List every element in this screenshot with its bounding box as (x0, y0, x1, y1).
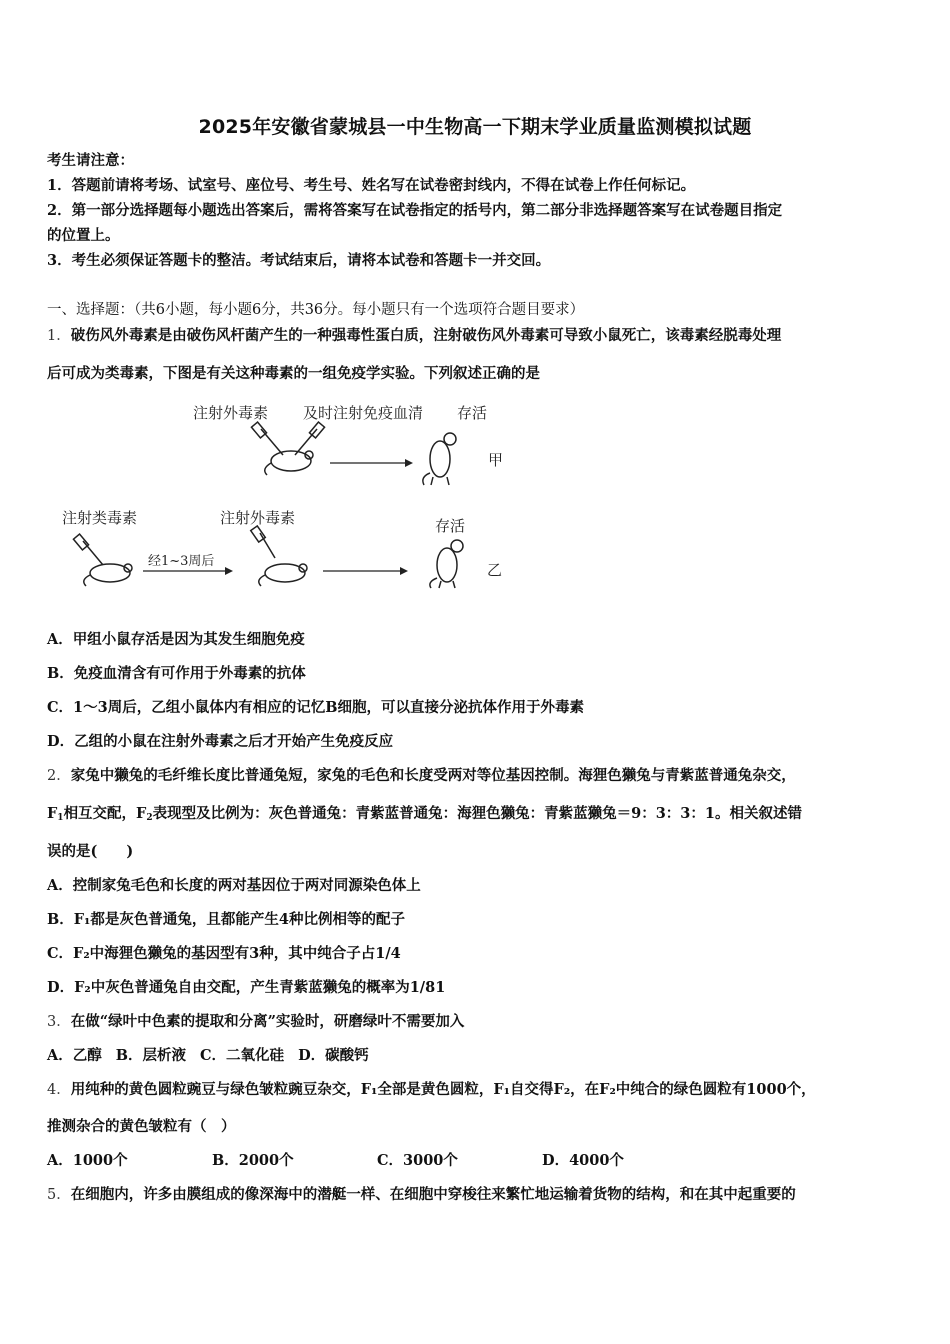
option-row (47, 1046, 907, 1066)
arrowhead-icon (225, 567, 233, 575)
figure-label-jia: 甲 (488, 451, 504, 469)
figure-label-survive-2: 存活 (435, 517, 466, 535)
option-row (47, 1151, 907, 1171)
mouse-icon (265, 451, 313, 475)
question-5-stem (47, 1185, 907, 1205)
option: D．乙组的小鼠在注射外毒素之后才开始产生免疫反应 (47, 733, 394, 750)
text-fragment: F (47, 805, 58, 822)
text-fragment: 表现型及比例为：灰色普通兔：青紫蓝普通兔：海狸色獭兔：青紫蓝獭兔＝9：3：3：1。相关叙述错 (152, 805, 802, 822)
question-2-stem-cont (47, 804, 907, 828)
question-text: 在细胞内，许多由膜组成的像深海中的潜艇一样、在细胞中穿梭往来繁忙地运输着货物的结构，和在其中起重要的 (70, 1186, 796, 1203)
question-number: 3． (47, 1014, 71, 1030)
question-number: 1． (47, 328, 71, 344)
figure-label-inject-exotoxin-2: 注射外毒素 (220, 509, 296, 527)
notice-heading: 考生请注意： (47, 152, 134, 169)
mouse-icon (84, 564, 132, 586)
notice-item: 1．答题前请将考场、试室号、座位号、考生号、姓名写在试卷密封线内，不得在试卷上作任何标记。 (47, 177, 696, 194)
text-fragment: 相互交配，F (63, 805, 147, 822)
option: C．F₂中海狸色獭兔的基因型有3种，其中纯合子占1/4 (47, 945, 401, 962)
option: A．1000个 (47, 1152, 128, 1169)
figure-label-serum: 及时注射免疫血清 (303, 404, 424, 422)
notice-item: 的位置上。 (47, 227, 120, 244)
question-4-stem (47, 1080, 907, 1100)
option: C．3000个 (377, 1152, 458, 1169)
page-title: 2025年安徽省蒙城县一中生物高一下期末学业质量监测模拟试题 (198, 116, 752, 138)
question-number: 2． (47, 768, 71, 784)
option: A．乙醇 (47, 1047, 102, 1064)
question-text: 破伤风外毒素是由破伤风杆菌产生的一种强毒性蛋白质，注射破伤风外毒素可导致小鼠死亡，该毒素经脱毒处理 (70, 327, 782, 344)
subscript: 2 (146, 813, 153, 823)
question-text: 在做“绿叶中色素的提取和分离”实验时，研磨绿叶不需要加入 (70, 1013, 465, 1030)
notice-item: 2．第一部分选择题每小题选出答案后，需将答案写在试卷指定的括号内，第二部分非选择题答案写在试卷题目指定 (47, 202, 783, 219)
arrowhead-icon (405, 459, 413, 467)
option: C．1～3周后，乙组小鼠体内有相应的记忆B细胞，可以直接分泌抗体作用于外毒素 (47, 699, 584, 716)
option: D．碳酸钙 (298, 1047, 369, 1064)
section-heading: 一、选择题：（共6小题，每小题6分，共36分。每小题只有一个选项符合题目要求） (47, 302, 585, 318)
mouse-icon (423, 433, 456, 485)
immunology-experiment-figure (55, 393, 525, 593)
question-1-stem (47, 326, 907, 346)
mouse-icon (259, 564, 307, 586)
syringe-icon (251, 422, 324, 455)
option: B．层析液 (115, 1047, 187, 1064)
question-1-stem-cont: 后可成为类毒素，下图是有关这种毒素的一组免疫学实验。下列叙述正确的是 (47, 365, 540, 382)
mouse-icon (430, 540, 463, 588)
option: D．F₂中灰色普通兔自由交配，产生青紫蓝獭兔的概率为1/81 (47, 979, 446, 996)
notice-item: 3．考生必须保证答题卡的整洁。考试结束后，请将本试卷和答题卡一并交回。 (47, 252, 551, 269)
figure-label-inject-toxoid: 注射类毒素 (62, 509, 138, 527)
figure-label-yi: 乙 (487, 561, 503, 579)
question-3-stem (47, 1012, 907, 1032)
question-number: 4． (47, 1082, 71, 1098)
question-4-stem-cont: 推测杂合的黄色皱粒有（ ） (47, 1118, 236, 1135)
option: B．F₁都是灰色普通兔，且都能产生4种比例相等的配子 (47, 911, 405, 928)
option: B．2000个 (212, 1152, 294, 1169)
arrowhead-icon (400, 567, 408, 575)
question-text: 用纯种的黄色圆粒豌豆与绿色皱粒豌豆杂交，F₁全部是黄色圆粒，F₁自交得F₂，在F₂中纯合的绿色圆粒有1000个， (70, 1081, 816, 1098)
option: A．甲组小鼠存活是因为其发生细胞免疫 (47, 631, 305, 648)
option: B．免疫血清含有可作用于外毒素的抗体 (47, 665, 306, 682)
question-number: 5． (47, 1187, 71, 1203)
figure-label-inject-exotoxin: 注射外毒素 (193, 404, 269, 422)
question-text: 家兔中獭兔的毛纤维长度比普通兔短，家兔的毛色和长度受两对等位基因控制。海狸色獭兔与青紫蓝普通兔杂交， (70, 767, 796, 784)
option: A．控制家兔毛色和长度的两对基因位于两对同源染色体上 (47, 877, 421, 894)
question-2-stem-end: 误的是( ) (47, 843, 134, 860)
figure-label-survive: 存活 (457, 404, 488, 422)
question-2-stem (47, 766, 907, 786)
option: D．4000个 (542, 1152, 624, 1169)
option: C．二氧化硅 (200, 1047, 285, 1064)
subscript: 1 (57, 813, 64, 823)
figure-label-weeks: 经1~3周后 (148, 554, 215, 569)
